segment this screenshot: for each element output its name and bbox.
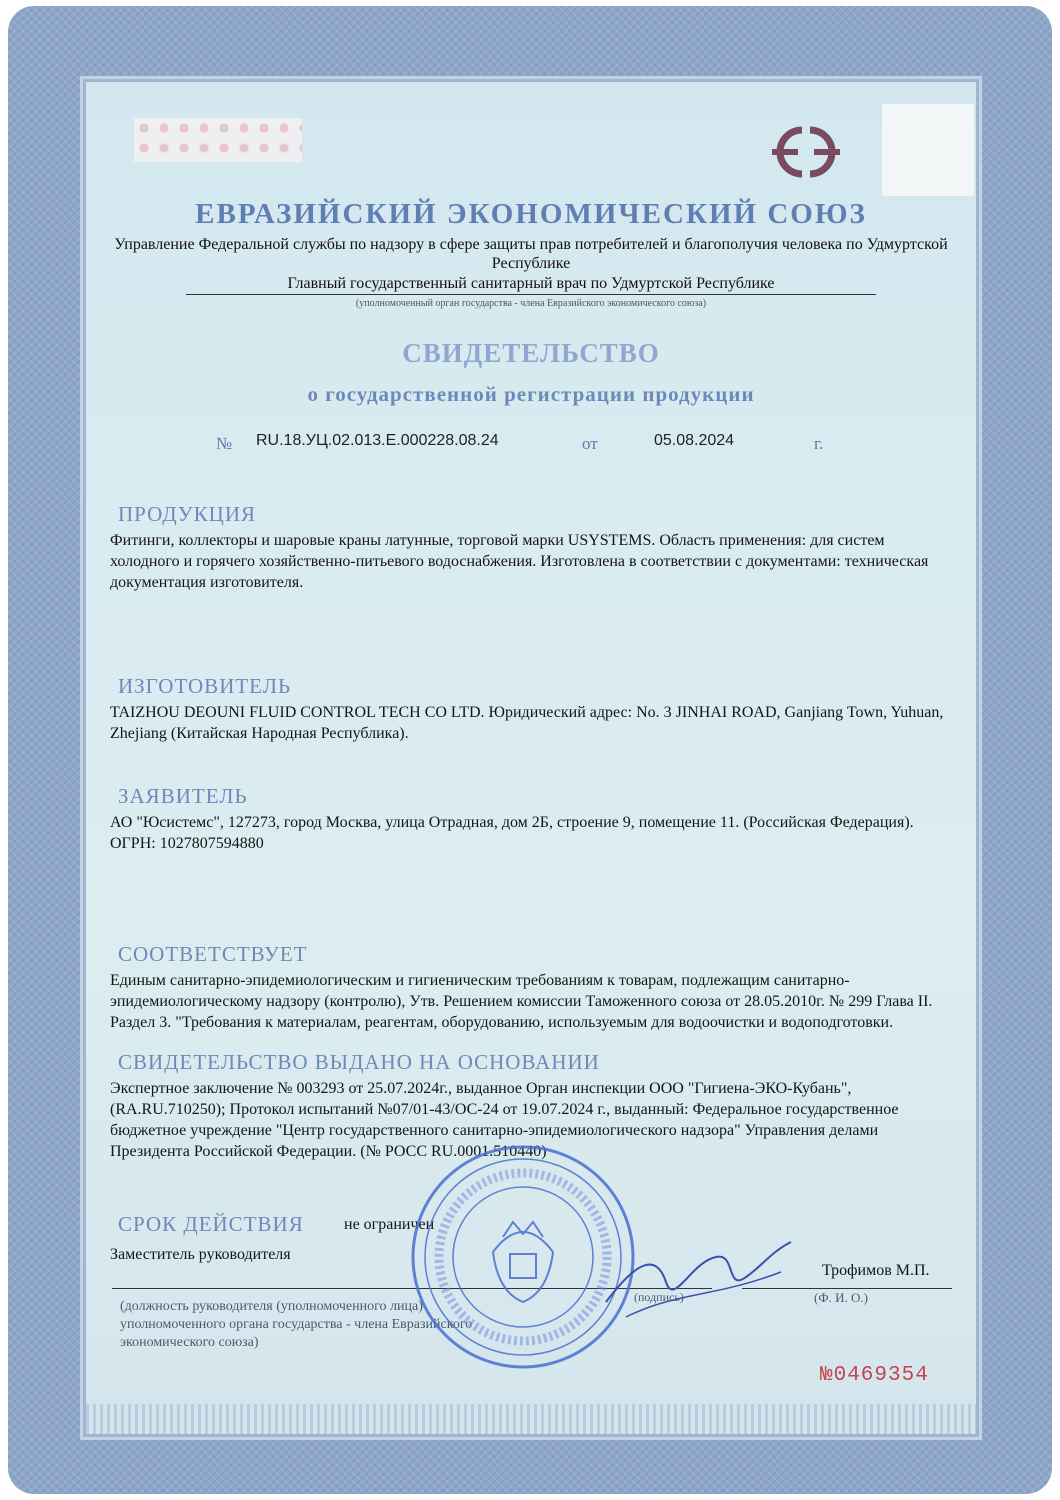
position-note: (должность руководителя (уполномоченного лица) уполномоченного органа государства - члена Евразийского экономического союза) xyxy=(120,1299,473,1350)
chief-sanitary-doctor: Главный государственный санитарный врач по Удмуртской Республике xyxy=(186,275,876,295)
union-title: ЕВРАЗИЙСКИЙ ЭКОНОМИЧЕСКИЙ СОЮЗ xyxy=(195,198,867,230)
hologram-sticker xyxy=(134,118,302,162)
applicant-text: АО "Юсистемс", 127273, город Москва, улица Отрадная, дом 2Б, строение 9, помещение 11. (Российская Федерация). ОГРН: 1027807594880 xyxy=(110,814,914,852)
certificate-title: СВИДЕТЕЛЬСТВО xyxy=(402,338,660,368)
authority-note: (уполномоченный орган государства - члена Евразийского экономического союза) xyxy=(355,298,707,309)
handwritten-signature-icon xyxy=(596,1222,796,1332)
eac-se-logo-icon xyxy=(758,120,854,184)
validity-heading: СРОК ДЕЙСТВИЯ xyxy=(118,1212,304,1236)
blank-patch xyxy=(882,104,974,196)
deputy-title: Заместитель руководителя xyxy=(110,1246,291,1263)
product-heading: ПРОДУКЦИЯ xyxy=(118,502,257,526)
from-label: от xyxy=(582,434,598,453)
serial-number: №0469354 xyxy=(820,1364,929,1387)
basis-text: Экспертное заключение № 003293 от 25.07.2024г., выданное Орган инспекции ООО "Гигиена-ЭКО-Кубань", (RA.RU.710250); Протокол испытаний №07/01-43/ОС-24 от 19.07.2024 г., выданный: Федеральное государственное бюджетное учреждение "Центр государственного санитарно-эпидемиологического надзора" Управления делами Президента Российской Федерации. (№ РОСС RU.0001.510440) xyxy=(110,1080,899,1160)
certificate-number: RU.18.УЦ.02.013.Е.000228.08.24 xyxy=(256,432,499,449)
year-suffix: г. xyxy=(814,434,824,453)
certificate-subtitle: о государственной регистрации продукции xyxy=(307,382,755,406)
manufacturer-text: TAIZHOU DEOUNI FLUID CONTROL TECH CO LTD. Юридический адрес: No. 3 JINHAI ROAD, Ganjiang Town, Yuhuan, Zhejiang (Китайская Народная Республика). xyxy=(110,704,944,742)
signer-name: Трофимов М.П. xyxy=(822,1262,930,1279)
validity-value: не ограничен xyxy=(344,1216,435,1233)
certificate-sheet xyxy=(8,6,1052,1494)
manufacturer-heading: ИЗГОТОВИТЕЛЬ xyxy=(118,674,292,698)
fio-note: (Ф. И. О.) xyxy=(814,1290,868,1305)
issuing-organization: Управление Федеральной службы по надзору в сфере защиты прав потребителей и благополучия человека по Удмуртской Республике xyxy=(114,236,948,272)
conforms-text: Единым санитарно-эпидемиологическим и гигиеническим требованиям к товарам, подлежащим санитарно-эпидемиологическому надзору (контролю), Утв. Решением комиссии Таможенного союза от 28.05.2010г. № 299 Глава II. Раздел 3. "Требования к материалам, реагентам, оборудованию, используемым для водоочистки и водоподготовки. xyxy=(110,972,933,1031)
product-text: Фитинги, коллекторы и шаровые краны латунные, торговой марки USYSTEMS. Область применения: для систем холодного и горячего хозяйственно-питьевого водоснабжения. Изготовлена в соответствии с документами: техническая документация изготовителя. xyxy=(110,532,929,591)
conforms-heading: СООТВЕТСТВУЕТ xyxy=(118,942,308,966)
certificate-inner-frame xyxy=(86,82,976,1434)
applicant-heading: ЗАЯВИТЕЛЬ xyxy=(118,784,248,808)
basis-heading: СВИДЕТЕЛЬСТВО ВЫДАНО НА ОСНОВАНИИ xyxy=(118,1050,600,1074)
number-sign: № xyxy=(216,434,233,453)
signature-note: (подпись) xyxy=(634,1290,684,1304)
guilloche-band xyxy=(86,1404,976,1434)
certificate-date: 05.08.2024 xyxy=(654,432,735,449)
